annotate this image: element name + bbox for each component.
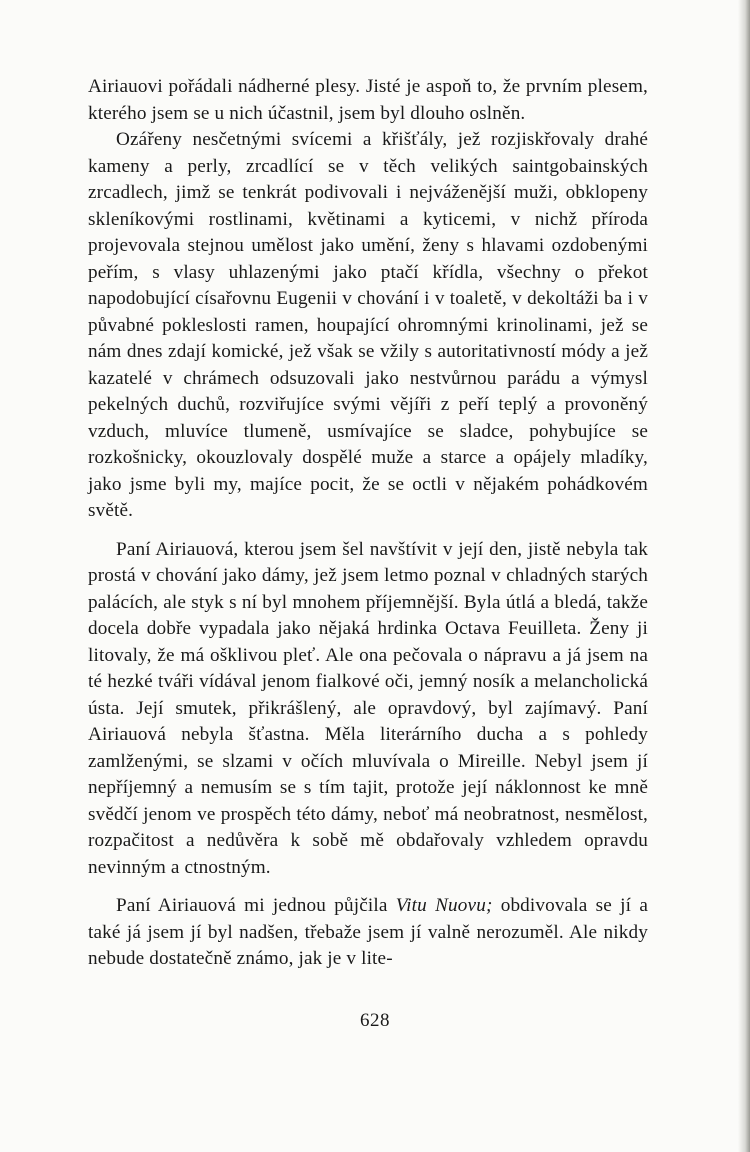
paragraph-2: Ozářeny nesčetnými svícemi a křišťály, jež rozjiskřovaly drahé kameny a perly, zrcadlící se v těch velikých saintgobainských zrcadlech, jimž se tenkrát podivovali i nejváženější muži, obklopeny skleníkovými rostlinami, květinami a kyticemi, v nichž příroda projevovala stejnou umělost jako umění, ženy s hlavami ozdobenými peřím, s vlasy uhlazenými jako ptačí křídla, všechny o překot napodobující císařovnu Eugenii v chování i v toaletě, v dekoltáži ba i v půvabné pokleslosti ramen, houpající ohromnými krinolinami, jež se nám dnes zdají komické, jež však se vžily s autoritativností módy a jež kazatelé v chrámech odsuzovali jako nestvůrnou parádu a výmysl pekelných duchů, rozviřujíce svými vějíři z peří teplý a provoněný vzduch, mluvíce tlumeně, usmívajíce se sladce, pohybujíce se rozkošnicky, okouzlovaly dospělé muže a starce a opájely mladíky, jako jsme byli my, majíce pocit, že se octli v nějakém pohádkovém světě. — [88, 129, 648, 521]
book-title-italic: Vitu Nuovu; — [395, 895, 493, 916]
page-number: 628 — [360, 1010, 390, 1031]
paragraph-4-lead: Paní Airiauová mi jednou půjčila — [116, 895, 396, 916]
page-edge-shadow — [738, 0, 750, 1152]
paragraph-4 — [88, 893, 648, 973]
paragraph-3: Paní Airiauová, kterou jsem šel navštívit v její den, jistě nebyla tak prostá v chování jako dámy, jež jsem letmo poznal v chladných starých palácích, ale styk s ní byl mnohem příjemnější. Byla útlá a bledá, takže docela dobře vypadala jako nějaká hrdinka Octava Feuilleta. Ženy ji litovaly, že má ošklivou pleť. Ale ona pečovala o nápravu a já jsem na té hezké tváři vídával jenom fialkové oči, jemný nosík a melancholická ústa. Její smutek, přikrášlený, ale opravdový, byl zajímavý. Paní Airiauová nebyla šťastna. Měla literárního ducha a s pohledy zamlženými, se slzami v očích mluvívala o Mireille. Nebyl jsem jí nepříjemný a nemusím se s tím tajit, protože její náklonnost ke mně svědčí jenom ve prospěch této dámy, neboť má neobratnost, nesmělost, rozpačitost a nedůvěra k sobě mě obdařovaly vzhledem opravdu nevinným a ctnostným. — [88, 538, 648, 878]
body-text — [88, 74, 648, 973]
paragraph-1: Airiauovi pořádali nádherné plesy. Jisté je aspoň to, že prvním plesem, kterého jsem se u nich účastnil, jsem byl dlouho oslněn. — [88, 76, 648, 124]
paragraph-4-rest: obdivovala se jí a také já jsem jí byl nadšen, třebaže jsem jí valně nerozuměl. Ale nikdy nebude dostatečně známo, jak je v lite- — [88, 895, 648, 969]
